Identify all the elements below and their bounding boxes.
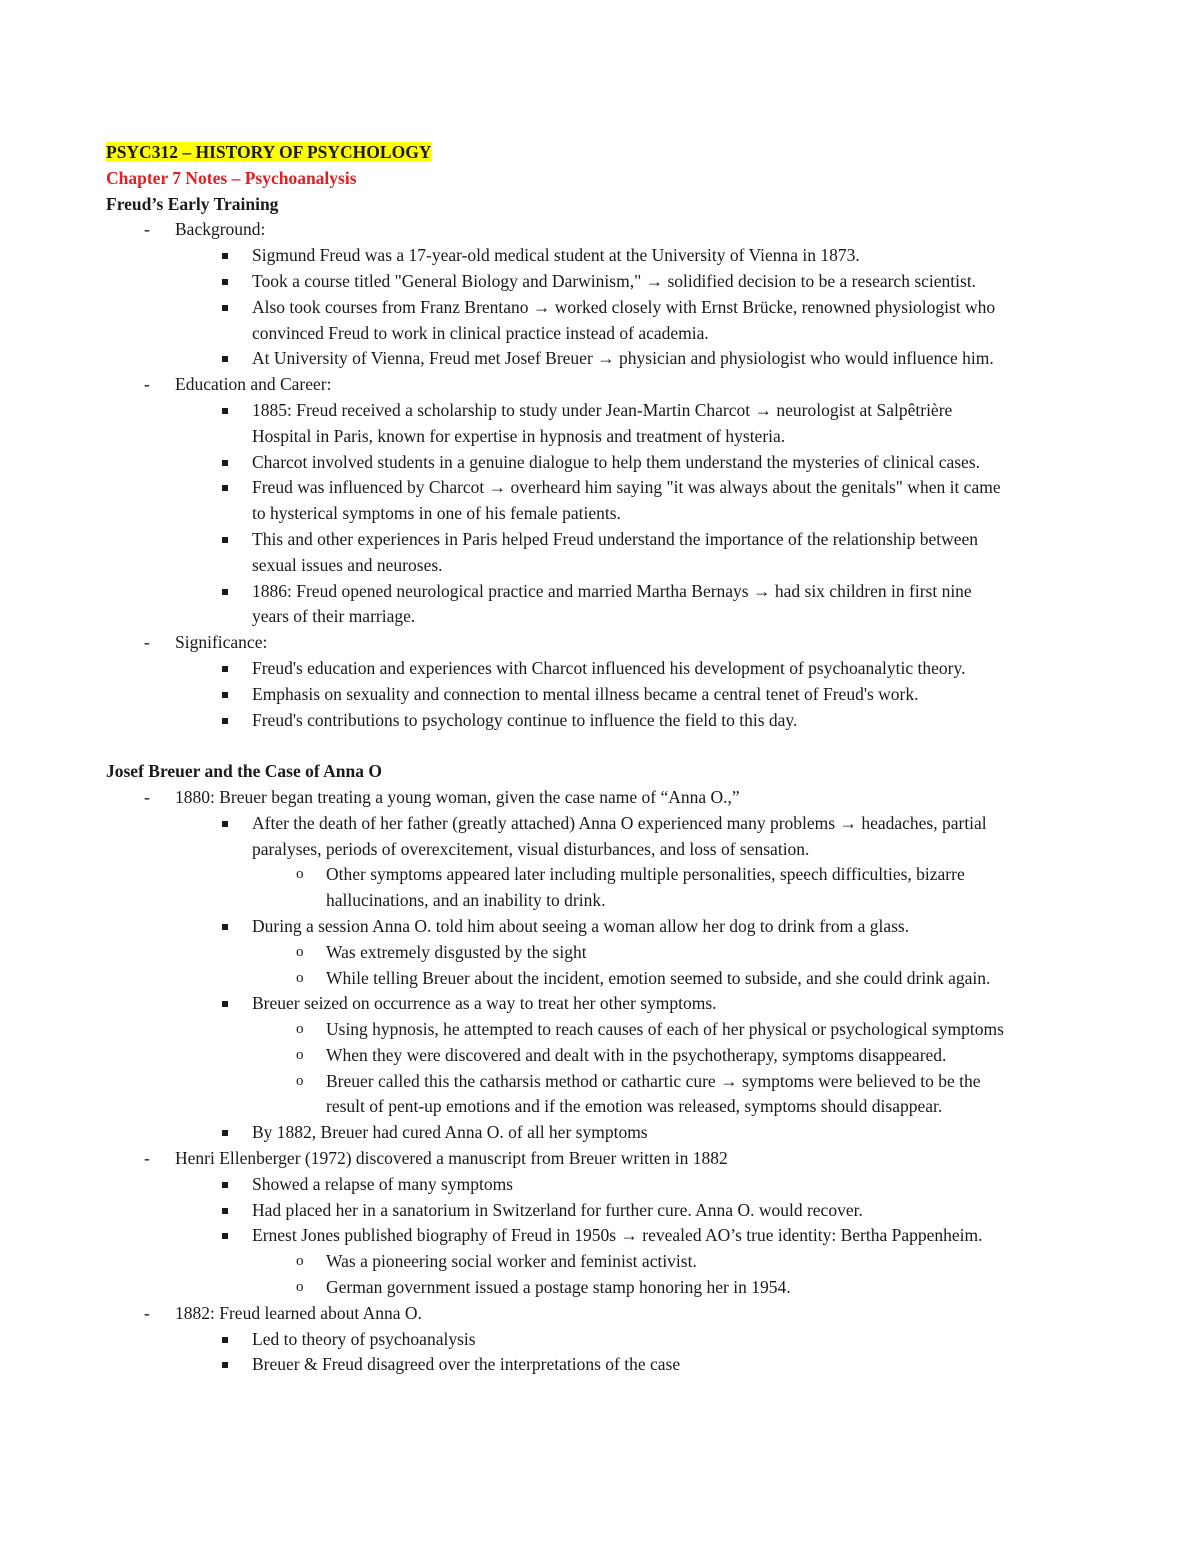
sub-list-item: o Other symptoms appeared later including multiple personalities, speech difficulties, bizarre — [106, 862, 1106, 888]
list-item: Breuer seized on occurrence as a way to treat her other symptoms. — [106, 991, 1106, 1017]
square-bullet-icon — [222, 279, 228, 285]
outline-item: - 1882: Freud learned about Anna O. — [106, 1301, 1106, 1327]
outline-item: - Henri Ellenberger (1972) discovered a manuscript from Breuer written in 1882 — [106, 1146, 1106, 1172]
section-heading-josef-breuer: Josef Breuer and the Case of Anna O — [106, 761, 382, 782]
list-item: Emphasis on sexuality and connection to mental illness became a central tenet of Freud's work. — [106, 682, 1106, 708]
dash-bullet: - — [144, 786, 150, 807]
circle-bullet: o — [296, 1046, 304, 1063]
course-title: PSYC312 – HISTORY OF PSYCHOLOGY — [106, 142, 432, 162]
sub-list-item-continuation: hallucinations, and an inability to drink. — [326, 890, 606, 911]
list-item: Freud's contributions to psychology continue to influence the field to this day. — [106, 708, 1106, 734]
list-item: Had placed her in a sanatorium in Switzerland for further cure. Anna O. would recover. — [106, 1198, 1106, 1224]
list-item: Breuer & Freud disagreed over the interpretations of the case — [106, 1352, 1106, 1378]
square-bullet-icon — [222, 485, 228, 491]
chapter-title: Chapter 7 Notes – Psychoanalysis — [106, 167, 357, 188]
sub-list-item: o Using hypnosis, he attempted to reach causes of each of her physical or psychological symptoms — [106, 1017, 1106, 1043]
square-bullet-icon — [222, 1130, 228, 1136]
circle-bullet: o — [296, 969, 304, 986]
sub-list-item: o Breuer called this the catharsis method or cathartic cure → symptoms were believed to be the — [106, 1069, 1106, 1095]
list-item: 1885: Freud received a scholarship to study under Jean-Martin Charcot → neurologist at Salpêtrière — [106, 398, 1106, 424]
dash-bullet: - — [144, 219, 150, 240]
list-item-continuation: years of their marriage. — [252, 606, 416, 627]
list-item: By 1882, Breuer had cured Anna O. of all her symptoms — [106, 1120, 1106, 1146]
square-bullet-icon — [222, 1001, 228, 1007]
list-item: Ernest Jones published biography of Freud in 1950s → revealed AO’s true identity: Bertha Pappenheim. — [106, 1223, 1106, 1249]
square-bullet-icon — [222, 408, 228, 414]
dash-bullet: - — [144, 1302, 150, 1323]
circle-bullet: o — [296, 866, 304, 883]
circle-bullet: o — [296, 943, 304, 960]
square-bullet-icon — [222, 692, 228, 698]
square-bullet-icon — [222, 924, 228, 930]
circle-bullet: o — [296, 1072, 304, 1089]
list-item: Sigmund Freud was a 17-year-old medical student at the University of Vienna in 1873. — [106, 243, 1106, 269]
sub-list-item: o Was extremely disgusted by the sight — [106, 940, 1106, 966]
square-bullet-icon — [222, 460, 228, 466]
circle-bullet: o — [296, 1021, 304, 1038]
square-bullet-icon — [222, 821, 228, 827]
list-item: Led to theory of psychoanalysis — [106, 1327, 1106, 1353]
outline-item: - Background: — [106, 217, 1106, 243]
list-item: At University of Vienna, Freud met Josef Breuer → physician and physiologist who would influence him. — [106, 346, 1106, 372]
square-bullet-icon — [222, 356, 228, 362]
circle-bullet: o — [296, 1253, 304, 1270]
square-bullet-icon — [222, 1337, 228, 1343]
square-bullet-icon — [222, 589, 228, 595]
sub-list-item: o While telling Breuer about the incident, emotion seemed to subside, and she could drink again. — [106, 966, 1106, 992]
list-item: Charcot involved students in a genuine dialogue to help them understand the mysteries of clinical cases. — [106, 450, 1106, 476]
square-bullet-icon — [222, 1208, 228, 1214]
square-bullet-icon — [222, 305, 228, 311]
list-item-continuation: Hospital in Paris, known for expertise in hypnosis and treatment of hysteria. — [252, 425, 786, 446]
square-bullet-icon — [222, 537, 228, 543]
document-body — [106, 140, 1106, 1378]
section-heading-freuds-early-training: Freud’s Early Training — [106, 193, 279, 214]
outline-item: - Education and Career: — [106, 372, 1106, 398]
list-item: Also took courses from Franz Brentano → worked closely with Ernst Brücke, renowned physiologist who — [106, 295, 1106, 321]
sub-list-item: o When they were discovered and dealt with in the psychotherapy, symptoms disappeared. — [106, 1043, 1106, 1069]
list-item: 1886: Freud opened neurological practice and married Martha Bernays → had six children in first nine — [106, 579, 1106, 605]
list-item-continuation: paralyses, periods of overexcitement, visual disturbances, and loss of sensation. — [252, 838, 810, 859]
list-item: Took a course titled "General Biology and Darwinism," → solidified decision to be a research scientist. — [106, 269, 1106, 295]
dash-bullet: - — [144, 1148, 150, 1169]
dash-bullet: - — [144, 374, 150, 395]
sub-list-item: o German government issued a postage stamp honoring her in 1954. — [106, 1275, 1106, 1301]
list-item: After the death of her father (greatly attached) Anna O experienced many problems → headaches, partial — [106, 811, 1106, 837]
list-item-continuation: sexual issues and neuroses. — [252, 554, 443, 575]
dash-bullet: - — [144, 632, 150, 653]
square-bullet-icon — [222, 666, 228, 672]
blank-line — [106, 733, 1106, 759]
list-item-continuation: to hysterical symptoms in one of his female patients. — [252, 503, 621, 524]
outline-item: - 1880: Breuer began treating a young woman, given the case name of “Anna O.,” — [106, 785, 1106, 811]
sub-list-item: o Was a pioneering social worker and feminist activist. — [106, 1249, 1106, 1275]
circle-bullet: o — [296, 1279, 304, 1296]
square-bullet-icon — [222, 718, 228, 724]
list-item: Showed a relapse of many symptoms — [106, 1172, 1106, 1198]
square-bullet-icon — [222, 1233, 228, 1239]
square-bullet-icon — [222, 253, 228, 259]
list-item-continuation: convinced Freud to work in clinical practice instead of academia. — [252, 322, 709, 343]
outline-item: - Significance: — [106, 630, 1106, 656]
square-bullet-icon — [222, 1182, 228, 1188]
list-item: This and other experiences in Paris helped Freud understand the importance of the relationship between — [106, 527, 1106, 553]
sub-list-item-continuation: result of pent-up emotions and if the emotion was released, symptoms should disappear. — [326, 1096, 943, 1117]
list-item: During a session Anna O. told him about seeing a woman allow her dog to drink from a glass. — [106, 914, 1106, 940]
square-bullet-icon — [222, 1362, 228, 1368]
list-item: Freud's education and experiences with Charcot influenced his development of psychoanalytic theory. — [106, 656, 1106, 682]
list-item: Freud was influenced by Charcot → overheard him saying "it was always about the genitals" when it came — [106, 475, 1106, 501]
